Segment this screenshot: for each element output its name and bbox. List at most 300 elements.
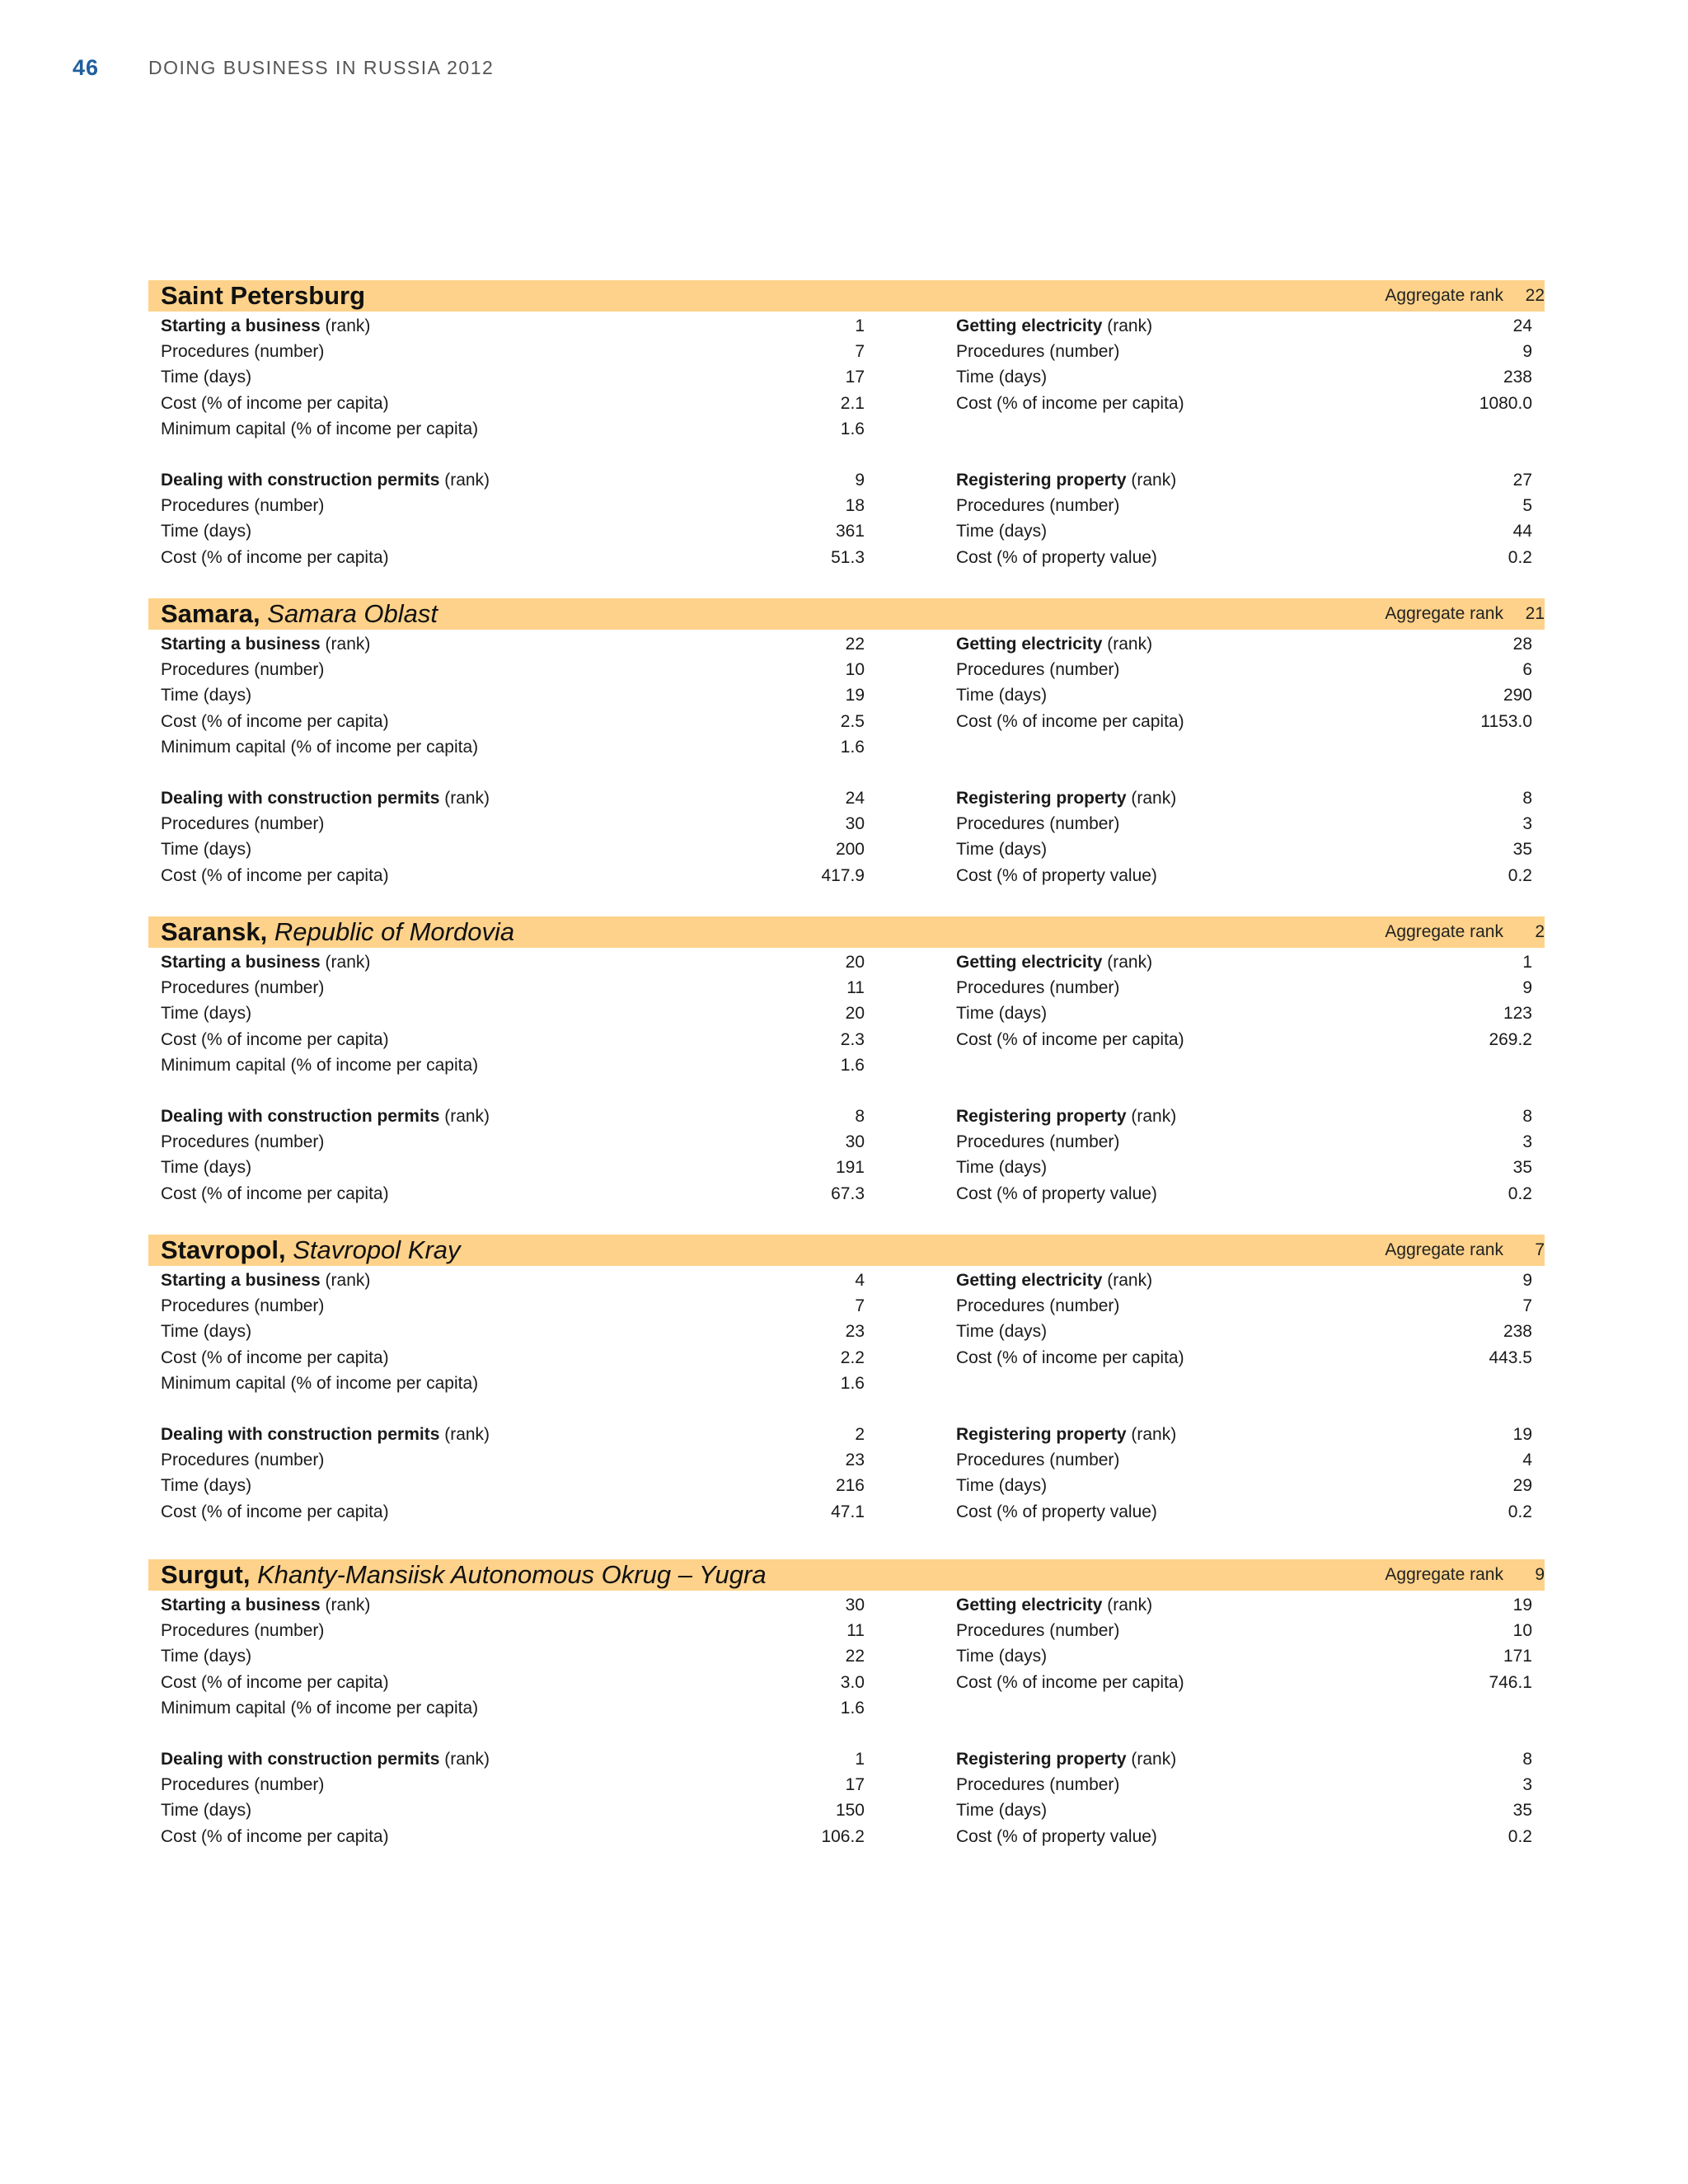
indicator-label: Cost (% of income per capita) [161,1029,389,1049]
spacer [956,760,1532,785]
right-column [956,631,1545,914]
getting-electricity-block [956,1592,1532,1695]
city-header-bar [148,1559,1545,1591]
indicator-row [161,1797,865,1823]
getting-electricity-block [956,949,1532,1052]
indicator-value: 10 [1512,1621,1532,1641]
construction-permits-block [161,1104,865,1207]
indicator-row [956,364,1532,390]
indicator-row [956,1001,1532,1026]
getting-electricity-block [956,631,1532,734]
indicator-row [956,1797,1532,1823]
indicator-row [161,1772,865,1797]
indicator-label: Procedures (number) [956,1621,1120,1641]
indicator-row [161,416,865,442]
indicator-row [161,811,865,837]
indicator-row [161,1371,865,1396]
indicator-label: Cost (% of property value) [956,1826,1157,1846]
spacer [956,1721,1532,1746]
indicator-label: Time (days) [161,1158,252,1178]
indicator-row [161,1618,865,1643]
indicator-label: Time (days) [956,1801,1048,1821]
indicator-title: Starting a business [161,635,321,654]
indicator-value: 1.6 [840,1698,865,1718]
indicator-value: 1.6 [840,737,865,757]
spacer [956,442,1532,467]
indicator-label: Procedures (number) [161,1451,325,1470]
city-section [148,598,1545,916]
indicator-rank-row [161,949,865,975]
indicator-label: Time (days) [161,522,252,541]
indicator-label: Time (days) [956,840,1048,860]
indicator-columns [148,948,1545,1232]
indicator-rank-row [956,785,1532,811]
indicator-label: Minimum capital (% of income per capita) [161,1373,479,1393]
indicator-value: 23 [845,1322,865,1342]
indicator-row [161,734,865,760]
aggregate-rank-value: 22 [1525,286,1545,305]
indicator-label: Cost (% of property value) [956,865,1157,885]
indicator-label: Time (days) [956,1158,1048,1178]
construction-permits-block [161,467,865,570]
indicator-row [956,1499,1532,1525]
indicator-title: Getting electricity [956,1596,1103,1615]
indicator-label: Minimum capital (% of income per capita) [161,1055,479,1075]
indicator-value: 17 [845,1775,865,1795]
left-column [148,313,956,596]
indicator-rank: 8 [1522,1750,1532,1769]
indicator-value: 4 [1522,1451,1532,1470]
indicator-row [956,837,1532,862]
indicator-rank-row [161,1422,865,1447]
indicator-label: Cost (% of income per capita) [956,1672,1184,1692]
indicator-row [956,339,1532,364]
indicator-label: Minimum capital (% of income per capita) [161,1698,479,1718]
indicator-columns [148,630,1545,914]
aggregate-rank-value: 2 [1535,922,1545,941]
indicator-rank: 1 [1522,953,1532,972]
indicator-suffix: (rank) [1126,789,1177,808]
left-column [148,1592,956,1875]
left-column [148,949,956,1232]
city-header-bar [148,598,1545,630]
city-section [148,1559,1545,1877]
indicator-label: Procedures (number) [956,1296,1120,1316]
indicator-value: 0.2 [1507,1826,1532,1846]
right-column [956,949,1545,1232]
indicator-rank: 30 [845,1596,865,1615]
indicator-suffix: (rank) [1102,1271,1153,1291]
indicator-value: 11 [846,978,865,998]
indicator-value: 17 [845,368,865,387]
indicator-label: Cost (% of income per capita) [956,1029,1184,1049]
indicator-suffix: (rank) [439,471,490,490]
indicator-rank: 22 [845,635,865,654]
indicator-row [161,1001,865,1026]
indicator-title: Starting a business [161,1596,321,1615]
indicator-value: 23 [845,1451,865,1470]
indicator-rank: 27 [1512,471,1532,490]
indicator-label: Cost (% of income per capita) [161,1826,389,1846]
indicator-row [956,1319,1532,1344]
page-header [73,51,494,84]
indicator-value: 2.5 [840,711,865,731]
indicator-rank: 24 [845,789,865,808]
aggregate-rank [1385,286,1545,306]
spacer [956,1078,1532,1104]
city-title [161,599,438,629]
aggregate-rank-label: Aggregate rank [1385,922,1503,941]
indicator-row [161,1643,865,1669]
indicator-row [161,1027,865,1052]
indicator-rank: 19 [1512,1596,1532,1615]
indicator-row [956,1670,1532,1695]
construction-permits-block [161,1422,865,1525]
indicator-label: Time (days) [956,522,1048,541]
indicator-suffix: (rank) [1126,471,1177,490]
indicator-rank-row [161,313,865,339]
indicator-rank: 28 [1512,635,1532,654]
indicator-suffix: (rank) [439,789,490,808]
indicator-title: Dealing with construction permits [161,1107,440,1127]
indicator-row [161,1447,865,1473]
indicator-suffix: (rank) [439,1425,490,1445]
aggregate-rank-label: Aggregate rank [1385,604,1503,623]
indicator-label: Procedures (number) [956,1775,1120,1795]
registering-property-block [956,785,1532,888]
indicator-value: 9 [1522,342,1532,362]
indicator-value: 238 [1503,1322,1532,1342]
city-title [161,1235,461,1265]
indicator-row [161,1345,865,1371]
indicator-row [956,682,1532,708]
indicator-value: 20 [845,1004,865,1024]
indicator-label: Procedures (number) [161,978,325,998]
indicator-value: 6 [1522,660,1532,680]
indicator-suffix: (rank) [320,1596,371,1615]
construction-permits-block [161,1746,865,1849]
indicator-rank-row [161,785,865,811]
indicator-value: 3 [1522,1775,1532,1795]
indicator-label: Cost (% of income per capita) [956,1347,1184,1367]
indicator-label: Time (days) [956,1647,1048,1666]
city-header-bar [148,280,1545,312]
indicator-value: 1153.0 [1480,711,1532,731]
indicator-row [956,1473,1532,1498]
aggregate-rank [1385,1565,1545,1585]
indicator-value: 216 [835,1476,865,1496]
indicator-row [161,1319,865,1344]
indicator-value: 0.2 [1507,865,1532,885]
indicator-value: 361 [835,522,865,541]
indicator-title: Registering property [956,789,1127,808]
indicator-value: 269.2 [1489,1029,1532,1049]
indicator-value: 10 [845,660,865,680]
indicator-value: 7 [855,1296,865,1316]
indicator-label: Time (days) [161,1647,252,1666]
indicator-rank: 20 [845,953,865,972]
indicator-value: 746.1 [1489,1672,1532,1692]
indicator-row [956,1824,1532,1849]
indicator-label: Time (days) [161,1476,252,1496]
indicator-row [161,1129,865,1155]
indicator-rank-row [956,467,1532,493]
indicator-title: Dealing with construction permits [161,1750,440,1769]
city-name: Samara, [161,599,260,628]
indicator-value: 7 [855,342,865,362]
indicator-row [956,975,1532,1001]
indicator-label: Cost (% of income per capita) [161,711,389,731]
indicator-rank-row [956,1268,1532,1293]
indicator-row [161,1181,865,1207]
indicator-value: 30 [845,814,865,834]
indicator-suffix: (rank) [1126,1107,1177,1127]
getting-electricity-block [956,1268,1532,1371]
indicator-value: 67.3 [831,1183,865,1203]
registering-property-block [956,1422,1532,1525]
spacer [956,1396,1532,1422]
indicator-value: 3.0 [840,1672,865,1692]
indicator-row [161,1824,865,1849]
indicator-value: 1080.0 [1479,393,1532,413]
indicator-value: 9 [1522,978,1532,998]
indicator-suffix: (rank) [320,1271,371,1291]
indicator-suffix: (rank) [1126,1750,1177,1769]
registering-property-block [956,1746,1532,1849]
indicator-label: Minimum capital (% of income per capita) [161,419,479,438]
indicator-suffix: (rank) [1102,316,1153,336]
city-title [161,917,514,947]
indicator-value: 1.6 [840,1055,865,1075]
indicator-suffix: (rank) [1126,1425,1177,1445]
indicator-row [161,391,865,416]
left-column [148,1268,956,1550]
indicator-row [956,863,1532,888]
indicator-row [956,1293,1532,1319]
right-column [956,313,1545,596]
indicator-label: Procedures (number) [161,1296,325,1316]
indicator-row [161,364,865,390]
indicator-rank: 8 [855,1107,865,1127]
indicator-label: Time (days) [161,1004,252,1024]
indicator-rank: 1 [855,1750,865,1769]
indicator-row [161,657,865,682]
indicator-rank: 8 [1522,1107,1532,1127]
indicator-value: 2.2 [840,1347,865,1367]
indicator-rank-row [161,467,865,493]
indicator-label: Procedures (number) [956,814,1120,834]
indicator-row [161,518,865,544]
indicator-row [161,863,865,888]
indicator-value: 22 [845,1647,865,1666]
indicator-row [161,545,865,570]
indicator-row [956,709,1532,734]
indicator-label: Cost (% of income per capita) [161,547,389,567]
indicator-title: Registering property [956,471,1127,490]
aggregate-rank-label: Aggregate rank [1385,1240,1503,1259]
starting-business-block [161,631,865,760]
starting-business-block [161,949,865,1078]
indicator-value: 11 [846,1621,865,1641]
indicator-rank-row [161,631,865,657]
indicator-row [161,975,865,1001]
indicator-title: Dealing with construction permits [161,471,440,490]
indicator-row [161,1499,865,1525]
indicator-rank: 9 [855,471,865,490]
city-sections [148,280,1545,1877]
indicator-row [956,1155,1532,1180]
indicator-value: 47.1 [831,1502,865,1521]
indicator-value: 35 [1512,1801,1532,1821]
indicator-label: Procedures (number) [956,1132,1120,1152]
indicator-row [956,1643,1532,1669]
indicator-value: 51.3 [831,547,865,567]
indicator-row [956,657,1532,682]
indicator-label: Cost (% of income per capita) [161,1183,389,1203]
region-name: Samara Oblast [267,599,438,628]
indicator-columns [148,312,1545,596]
indicator-rank: 9 [1522,1271,1532,1291]
indicator-rank-row [956,949,1532,975]
indicator-title: Getting electricity [956,316,1103,336]
city-title [161,281,365,311]
indicator-value: 1.6 [840,419,865,438]
indicator-label: Cost (% of property value) [956,1183,1157,1203]
page-number: 46 [73,54,100,80]
left-column [148,631,956,914]
indicator-label: Procedures (number) [161,1132,325,1152]
indicator-row [956,1618,1532,1643]
city-section [148,280,1545,598]
indicator-row [956,1345,1532,1371]
indicator-value: 443.5 [1489,1347,1532,1367]
indicator-label: Time (days) [161,686,252,705]
indicator-title: Getting electricity [956,953,1103,972]
indicator-row [956,1027,1532,1052]
indicator-row [161,1473,865,1498]
indicator-row [956,1181,1532,1207]
aggregate-rank-value: 21 [1525,604,1545,623]
indicator-label: Procedures (number) [161,1775,325,1795]
indicator-value: 0.2 [1507,547,1532,567]
indicator-title: Starting a business [161,1271,321,1291]
indicator-title: Registering property [956,1425,1127,1445]
indicator-suffix: (rank) [320,316,371,336]
indicator-label: Time (days) [161,1322,252,1342]
indicator-label: Procedures (number) [161,814,325,834]
indicator-label: Minimum capital (% of income per capita) [161,737,479,757]
indicator-value: 106.2 [821,1826,865,1846]
indicator-suffix: (rank) [320,953,371,972]
aggregate-rank [1385,604,1545,624]
indicator-row [956,518,1532,544]
indicator-label: Cost (% of property value) [956,547,1157,567]
indicator-row [161,682,865,708]
indicator-label: Cost (% of income per capita) [161,393,389,413]
indicator-title: Dealing with construction permits [161,789,440,808]
aggregate-rank-value: 9 [1535,1565,1545,1584]
indicator-suffix: (rank) [1102,635,1153,654]
indicator-row [956,1447,1532,1473]
indicator-row [161,1293,865,1319]
indicator-value: 0.2 [1507,1183,1532,1203]
indicator-label: Cost (% of income per capita) [161,1672,389,1692]
registering-property-block [956,1104,1532,1207]
indicator-row [956,1129,1532,1155]
indicator-row [956,545,1532,570]
indicator-row [161,709,865,734]
indicator-label: Time (days) [956,368,1048,387]
aggregate-rank-label: Aggregate rank [1385,286,1503,305]
region-name: Khanty-Mansiisk Autonomous Okrug – Yugra [257,1560,767,1589]
registering-property-block [956,467,1532,570]
indicator-columns [148,1266,1545,1550]
indicator-title: Getting electricity [956,1271,1103,1291]
indicator-title: Getting electricity [956,635,1103,654]
indicator-label: Time (days) [956,686,1048,705]
indicator-value: 18 [845,496,865,516]
starting-business-block [161,313,865,442]
indicator-suffix: (rank) [439,1107,490,1127]
city-name: Saint Petersburg [161,281,366,310]
indicator-suffix: (rank) [1102,1596,1153,1615]
indicator-rank: 24 [1512,316,1532,336]
indicator-row [161,1052,865,1078]
indicator-value: 3 [1522,814,1532,834]
indicator-suffix: (rank) [1102,953,1153,972]
indicator-label: Time (days) [161,1801,252,1821]
indicator-value: 238 [1503,368,1532,387]
city-title [161,1560,767,1590]
indicator-value: 2.1 [840,393,865,413]
city-section [148,916,1545,1235]
indicator-value: 171 [1503,1647,1532,1666]
indicator-label: Time (days) [956,1476,1048,1496]
indicator-label: Cost (% of income per capita) [161,1502,389,1521]
indicator-label: Procedures (number) [956,496,1120,516]
right-column [956,1268,1545,1550]
aggregate-rank-label: Aggregate rank [1385,1565,1503,1584]
city-name: Saransk, [161,917,268,946]
indicator-row [161,339,865,364]
indicator-rank: 1 [855,316,865,336]
indicator-rank-row [956,631,1532,657]
indicator-row [956,391,1532,416]
indicator-rank: 8 [1522,789,1532,808]
indicator-value: 290 [1503,686,1532,705]
indicator-value: 1.6 [840,1373,865,1393]
construction-permits-block [161,785,865,888]
indicator-rank: 4 [855,1271,865,1291]
indicator-value: 123 [1503,1004,1532,1024]
indicator-label: Cost (% of income per capita) [161,1347,389,1367]
indicator-value: 7 [1522,1296,1532,1316]
indicator-rank-row [161,1268,865,1293]
indicator-suffix: (rank) [320,635,371,654]
indicator-rank-row [161,1746,865,1772]
indicator-value: 2.3 [840,1029,865,1049]
indicator-value: 5 [1522,496,1532,516]
city-section [148,1235,1545,1553]
indicator-title: Starting a business [161,316,321,336]
starting-business-block [161,1268,865,1396]
indicator-rank-row [956,1746,1532,1772]
indicator-title: Dealing with construction permits [161,1425,440,1445]
indicator-label: Time (days) [956,1004,1048,1024]
aggregate-rank [1385,922,1545,942]
indicator-value: 150 [835,1801,865,1821]
indicator-label: Procedures (number) [161,660,325,680]
